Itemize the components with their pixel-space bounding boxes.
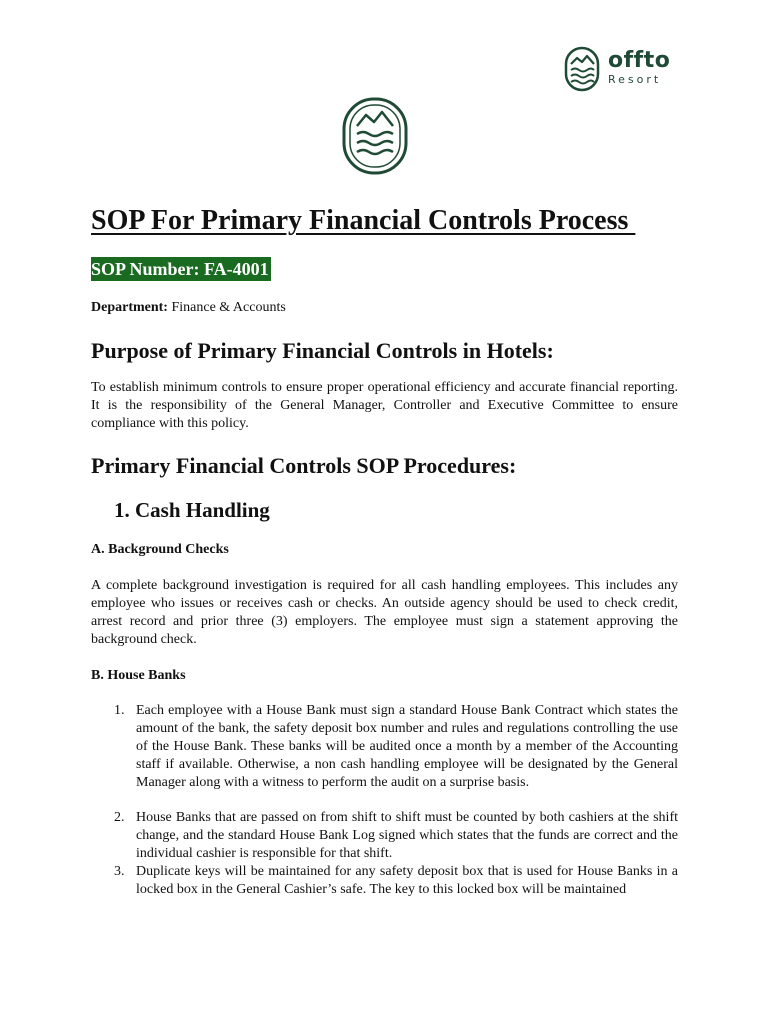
- department-label: Department:: [91, 300, 168, 315]
- list-item-number: 2.: [114, 810, 125, 825]
- list-item-number: 3.: [114, 864, 125, 879]
- mountain-waves-emblem-icon: [341, 96, 409, 176]
- list-item-number: 1.: [114, 703, 125, 718]
- background-checks-text: A complete background investigation is required for all cash handling employees. This includes any employee who issues or receives cash or checks. An outside agency should be used to check credit, arrest record and prior three (3) employers. The employee must sign a statement approving the background check.: [91, 578, 678, 647]
- purpose-heading: Purpose of Primary Financial Controls in Hotels:: [91, 338, 554, 363]
- mountain-waves-icon: [564, 46, 604, 94]
- list-item-text: Each employee with a House Bank must sign a standard House Bank Contract which states the amount of the bank, the safety deposit box number and rules and regulations controlling the use of the House Bank. These banks will be audited once a month by a member of the Accounting staff if available. Otherwise, a non cash handling employee will be designated by the General Manager along with a witness to perform the audit on a surprise basis.: [136, 703, 678, 790]
- brand-subtitle: Resort: [608, 73, 662, 86]
- list-item-text: Duplicate keys will be maintained for any safety deposit box that is used for House Banks in a locked box in the General Cashier’s safe. The key to this locked box will be maintained: [136, 864, 678, 897]
- purpose-text: To establish minimum controls to ensure proper operational efficiency and accurate financial reporting. It is the responsibility of the General Manager, Controller and Executive Committee to ensure compliance with this policy.: [91, 380, 678, 431]
- background-checks-heading: A. Background Checks: [91, 542, 229, 557]
- department-value: Finance & Accounts: [167, 300, 286, 315]
- brand-logo: [564, 46, 674, 94]
- house-banks-heading: B. House Banks: [91, 668, 186, 683]
- procedures-heading: Primary Financial Controls SOP Procedures:: [91, 453, 517, 478]
- section-cash-handling-heading: 1. Cash Handling: [114, 498, 270, 522]
- document-title: SOP For Primary Financial Controls Process: [91, 205, 636, 236]
- department-line: [91, 298, 286, 318]
- list-item-text: House Banks that are passed on from shift to shift must be counted by both cashiers at the shift change, and the standard House Bank Log signed which states that the funds are correct and the individual cashier is responsible for that shift.: [136, 810, 678, 861]
- sop-number-badge: SOP Number: FA-4001: [91, 259, 269, 279]
- brand-name: offto: [608, 48, 671, 73]
